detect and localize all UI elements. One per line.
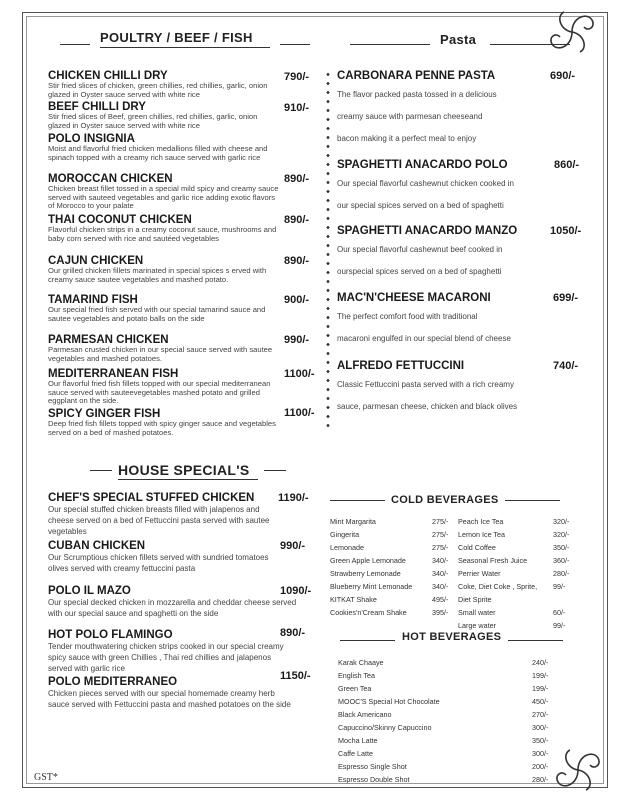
item-price: 890/- — [284, 214, 310, 226]
beverage-price: 395/- — [432, 608, 449, 617]
description-line: Our special flavorful cashewnut beef cooked in — [337, 245, 503, 254]
beverage-name: Cookies'n'Cream Shake — [330, 608, 407, 617]
beverage-price: 350/- — [532, 736, 549, 745]
beverage-name: Mint Margarita — [330, 517, 376, 526]
item-description: Deep fried fish fillets topped with spicy ginger sauce and vegetables served on a bed of mashed potatoes. — [48, 419, 276, 437]
pasta-rule-right — [490, 44, 570, 45]
item-description: Stir fried slices of chicken, green chillies, red chillies, garlic, onion glazed in Oyster sauce served with white rice — [48, 81, 268, 99]
description-line: The perfect comfort food with traditional — [337, 312, 478, 321]
beverage-name: KITKAT Shake — [330, 595, 377, 604]
beverage-name: Espresso Single Shot — [338, 762, 407, 771]
beverage-price: 350/- — [553, 543, 570, 552]
column-divider — [325, 70, 331, 430]
description-line: Our special flavorful cashewnut chicken cooked in — [337, 179, 514, 188]
item-name: CHICKEN CHILLI DRY — [48, 70, 168, 82]
item-name: POLO MEDITERRANEO — [48, 676, 178, 688]
item-price: 910/- — [284, 102, 310, 114]
item-name: SPICY GINGER FISH — [48, 408, 161, 420]
description-line: ourspecial spices served on a bed of spaghetti — [337, 267, 502, 276]
item-name: SPAGHETTI ANACARDO POLO — [337, 159, 508, 171]
beverage-price: 275/- — [432, 530, 449, 539]
beverage-name: Karak Chaaye — [338, 658, 384, 667]
beverage-name: Cold Coffee — [458, 543, 496, 552]
beverage-price: 280/- — [532, 775, 549, 784]
item-name: TAMARIND FISH — [48, 294, 138, 306]
item-price: 1090/- — [280, 585, 312, 597]
item-name: ALFREDO FETTUCCINI — [337, 360, 465, 372]
item-description: Our special fried fish served with our special tamarind sauce and sautee vegetables and potato balls on the side — [48, 305, 266, 323]
description-line: Classic Fettuccini pasta served with a rich creamy — [337, 380, 514, 389]
beverage-price: 300/- — [532, 749, 549, 758]
item-description — [337, 239, 567, 283]
beverage-price: 340/- — [432, 569, 449, 578]
beverage-name: Lemonade — [330, 543, 364, 552]
beverage-name: Strawberry Lemonade — [330, 569, 401, 578]
item-name: POLO IL MAZO — [48, 585, 131, 597]
top-right-swirl-icon — [542, 2, 602, 62]
beverage-name: Gingerita — [330, 530, 360, 539]
item-price: 860/- — [554, 159, 580, 171]
item-name: HOT POLO FLAMINGO — [48, 629, 173, 641]
item-description: Our special stuffed chicken breasts filled with jalapenos and cheese served on a bed of Fettuccini pasta served with sautee vegetables — [48, 505, 270, 536]
description-line: creamy sauce with parmesan cheeseand — [337, 112, 483, 121]
item-price: 690/- — [550, 70, 576, 82]
beverage-name: Seasonal Fresh Juice — [458, 556, 528, 565]
poultry-rule-right — [280, 44, 310, 45]
item-price: 890/- — [284, 255, 310, 267]
item-price: 1100/- — [284, 407, 315, 419]
beverage-name: Diet Sprite — [458, 595, 492, 604]
item-description — [337, 173, 567, 217]
beverage-price: 275/- — [432, 543, 449, 552]
house-underline — [118, 479, 258, 480]
beverage-price: 340/- — [432, 556, 449, 565]
item-description: Our Scrumptious chicken fillets served with sundried tomatoes olives served with creamy fettuccini pasta — [48, 553, 269, 573]
cold-rule-left — [330, 500, 385, 501]
item-price: 740/- — [553, 360, 579, 372]
beverage-name: Peach Ice Tea — [458, 517, 504, 526]
beverage-price: 199/- — [532, 684, 549, 693]
beverage-name: Large water — [458, 621, 496, 630]
hot-beverages-title: HOT BEVERAGES — [402, 631, 502, 643]
beverage-price: 300/- — [532, 723, 549, 732]
item-name: MOROCCAN CHICKEN — [48, 173, 173, 185]
item-description: Our flavorful fried fish fillets topped with our special mediterranean sauce served with sauteevegetables mashed potato and grilled eggplant on the side. — [48, 379, 271, 406]
house-rule-left — [90, 470, 112, 471]
poultry-title: POULTRY / BEEF / FISH — [100, 30, 253, 45]
item-name: POLO INSIGNIA — [48, 133, 135, 145]
description-line: sauce, parmesan cheese, chicken and black olives — [337, 402, 518, 411]
item-description: Chicken breast fillet tossed in a special mild spicy and creamy sauce served with sauteed vegetables and garlic rice adding exotic flavors of Morocco to your palate — [48, 184, 279, 211]
beverage-price: 99/- — [553, 621, 566, 630]
beverage-name: Black Americano — [338, 710, 392, 719]
item-price: 900/- — [284, 294, 310, 306]
beverage-price: 270/- — [532, 710, 549, 719]
beverage-price: 495/- — [432, 595, 449, 604]
item-description: Our grilled chicken fillets marinated in special spices s erved with creamy sauce sautee vegetables and mashed potato. — [48, 266, 267, 284]
hot-rule-left — [340, 640, 395, 641]
house-rule-right — [264, 470, 286, 471]
item-price: 990/- — [280, 540, 306, 552]
cold-rule-right — [505, 500, 560, 501]
beverage-name: Small water — [458, 608, 496, 617]
item-name: THAI COCONUT CHICKEN — [48, 214, 192, 226]
house-title: HOUSE SPECIAL'S — [118, 462, 250, 478]
hot-rule-right — [508, 640, 563, 641]
beverage-name: Blueberry Mint Lemonade — [330, 582, 413, 591]
item-description — [337, 84, 562, 150]
item-description — [337, 374, 567, 418]
beverage-price: 240/- — [532, 658, 549, 667]
poultry-rule-left — [60, 44, 90, 45]
description-line: macaroni engulfed in our special blend of cheese — [337, 334, 511, 343]
beverage-price: 340/- — [432, 582, 449, 591]
item-description: Parmesan crusted chicken in our special sauce served with sautee vegetables and mashed potatoes. — [48, 345, 273, 363]
item-name: MAC'N'CHEESE MACARONI — [337, 292, 491, 304]
item-price: 1100/- — [284, 368, 315, 380]
beverage-name: Green Tea — [338, 684, 372, 693]
item-description: Chicken pieces served with our special homemade creamy herb sauce served with Fettuccini pasta and mashed potatoes on the side — [48, 689, 291, 709]
beverage-price: 360/- — [553, 556, 570, 565]
item-name: CARBONARA PENNE PASTA — [337, 70, 496, 82]
beverage-name: Green Apple Lemonade — [330, 556, 406, 565]
beverage-price: 320/- — [553, 517, 570, 526]
beverage-price: 320/- — [553, 530, 570, 539]
description-line: The flavor packed pasta tossed in a delicious — [337, 90, 497, 99]
beverage-name: Caffe Latte — [338, 749, 374, 758]
item-price: 890/- — [284, 173, 310, 185]
beverage-price: 99/- — [553, 582, 566, 591]
beverage-name: MOOC'S Special Hot Chocolate — [338, 697, 440, 706]
item-name: CAJUN CHICKEN — [48, 255, 144, 267]
beverage-price: 275/- — [432, 517, 449, 526]
item-name: CHEF'S SPECIAL STUFFED CHICKEN — [48, 492, 255, 504]
item-price: 890/- — [280, 627, 306, 639]
beverage-name: Mocha Latte — [338, 736, 378, 745]
pasta-title: Pasta — [440, 32, 477, 47]
item-price: 1150/- — [280, 670, 311, 682]
item-name: CUBAN CHICKEN — [48, 540, 146, 552]
item-price: 1190/- — [278, 492, 309, 504]
item-description: Stir fried slices of Beef, green chillies, red chillies, garlic, onion glazed in Oyster sauce served with white rice — [48, 112, 258, 130]
gst-note: GST* — [34, 772, 58, 783]
pasta-rule-left — [350, 44, 430, 45]
poultry-underline — [100, 47, 270, 48]
item-description: Tender mouthwatering chicken strips cooked in our special creamy spicy sauce with green Chillies , Thai red chillies and jalapenos served with garlic rice — [48, 642, 284, 673]
beverage-price: 280/- — [553, 569, 570, 578]
beverage-name: Coke, Diet Coke , Sprite, — [458, 582, 538, 591]
beverage-price: 199/- — [532, 671, 549, 680]
item-name: BEEF CHILLI DRY — [48, 101, 146, 113]
item-description: Moist and flavorful fried chicken medallions filled with cheese and spinach topped with a creamy rich sauce served with garlic rice — [48, 144, 268, 162]
item-price: 990/- — [284, 334, 310, 346]
item-price: 699/- — [553, 292, 579, 304]
cold-beverages-title: COLD BEVERAGES — [391, 494, 499, 506]
item-name: MEDITERRANEAN FISH — [48, 368, 179, 380]
item-description — [337, 306, 567, 350]
item-name: SPAGHETTI ANACARDO MANZO — [337, 225, 518, 237]
beverage-name: Capuccino/Skinny Capuccino — [338, 723, 432, 732]
item-price: 790/- — [284, 71, 310, 83]
beverage-price: 200/- — [532, 762, 549, 771]
beverage-price: 60/- — [553, 608, 566, 617]
description-line: bacon making it a perfect meal to enjoy — [337, 134, 477, 143]
beverage-name: Espresso Double Shot — [338, 775, 410, 784]
description-line: our special spices served on a bed of spaghetti — [337, 201, 504, 210]
beverage-name: English Tea — [338, 671, 376, 680]
item-price: 1050/- — [550, 225, 582, 237]
beverage-name: Lemon Ice Tea — [458, 530, 506, 539]
item-description: Our special decked chicken in mozzarella and cheddar cheese served with our special sauce and spaghetti on the side — [48, 598, 297, 618]
item-description: Flavorful chicken strips in a creamy coconut sauce, mushrooms and baby corn served with rice and sautéed vegetables — [48, 225, 277, 243]
item-name: PARMESAN CHICKEN — [48, 334, 169, 346]
beverage-name: Perrier Water — [458, 569, 501, 578]
bottom-right-swirl-icon — [548, 740, 608, 800]
beverage-price: 450/- — [532, 697, 549, 706]
